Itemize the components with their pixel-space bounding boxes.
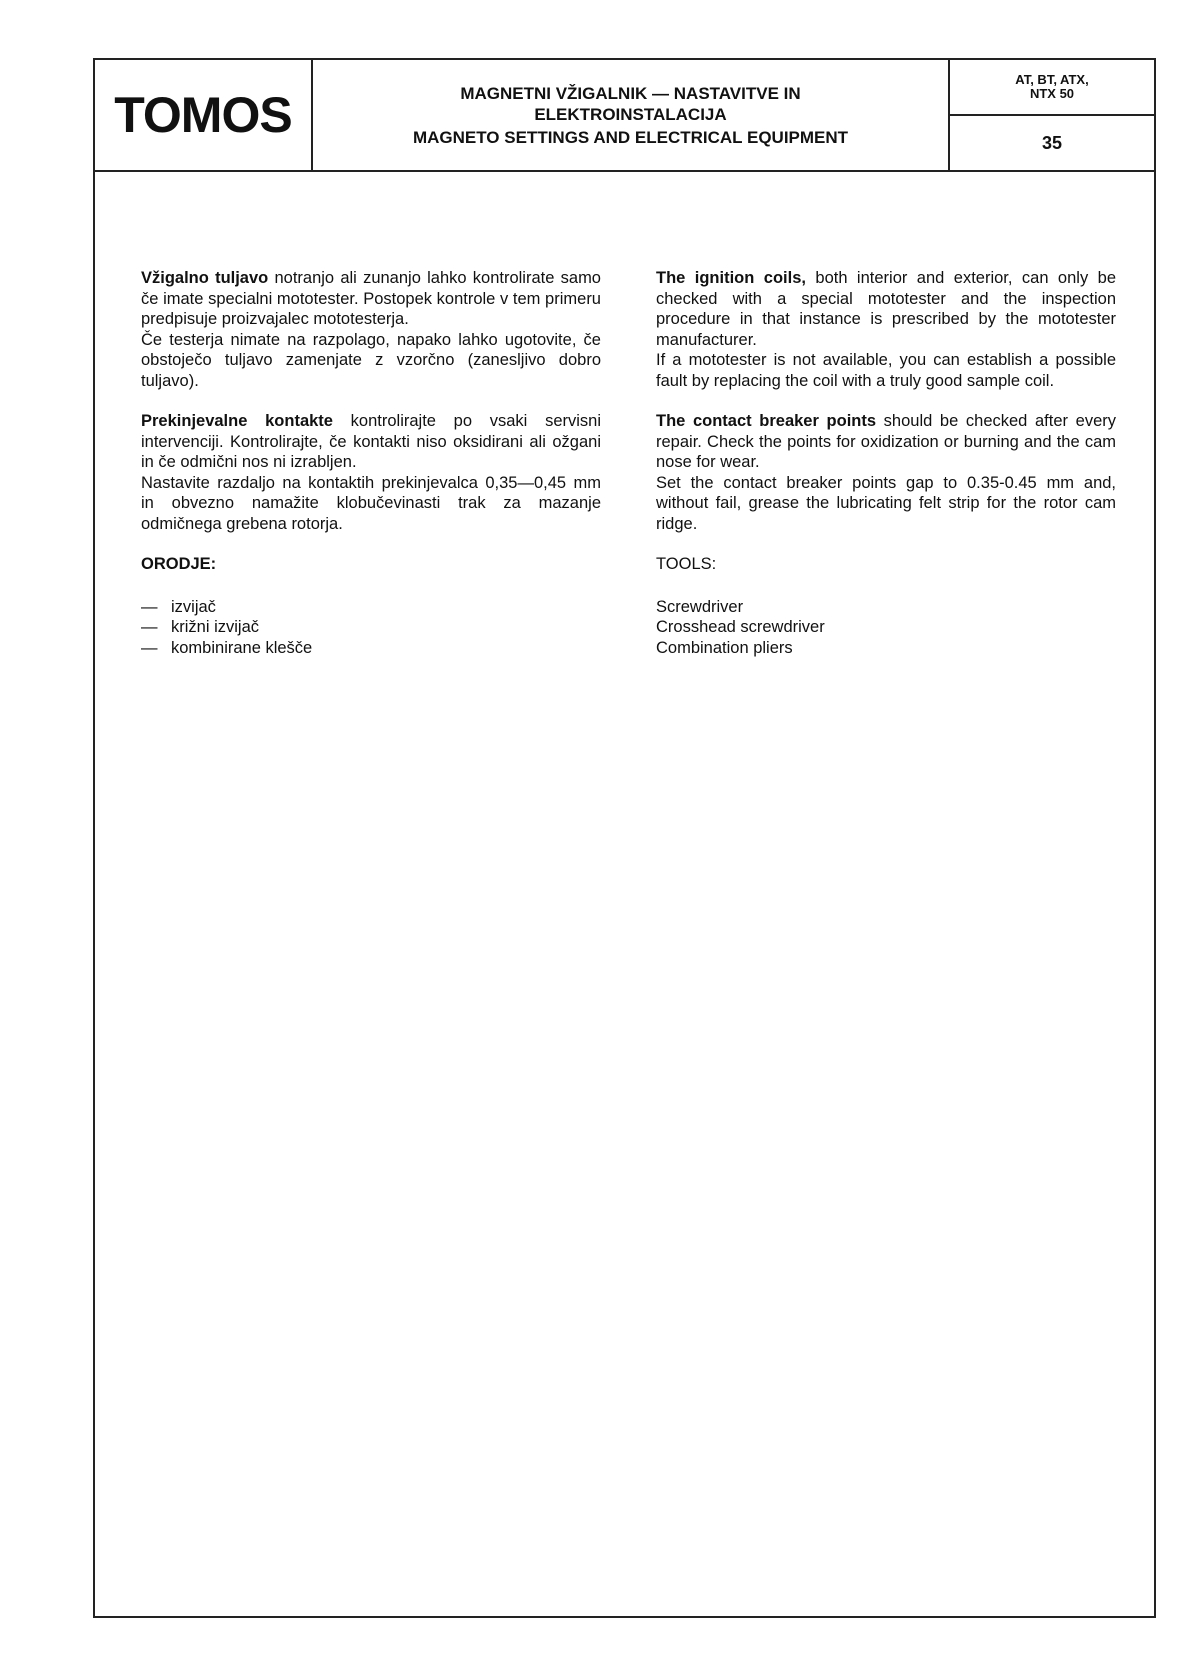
tools-heading-sl: ORODJE:	[141, 555, 217, 573]
tool-name-sl: izvijač	[171, 597, 216, 616]
tool-name-sl: križni izvijač	[171, 618, 260, 636]
models-line1: AT, BT, ATX,	[1015, 72, 1089, 87]
title-cell	[313, 60, 950, 170]
dash-bullet: —	[141, 638, 158, 657]
english-column	[656, 268, 1116, 658]
tool-name-sl: kombinirane klešče	[171, 638, 313, 657]
list-item	[141, 617, 601, 638]
ignition-coil-paragraph-en	[656, 268, 1116, 350]
ignition-coil-paragraph-sl	[141, 268, 601, 330]
contact-breaker-text-en: should be checked after every repair. Check the points for oxidization or burning and the cam nose for wear.	[656, 412, 1116, 471]
ignition-coil-section-en	[656, 268, 1116, 391]
gap-setting-paragraph-en: Set the contact breaker points gap to 0.35-0.45 mm and, without fail, grease the lubricating felt strip for the rotor cam ridge.	[656, 473, 1116, 533]
tools-list-sl	[141, 597, 601, 659]
title-slovene-line2: ELEKTROINSTALACIJA	[534, 104, 727, 124]
page-header	[95, 58, 1154, 172]
model-list	[950, 60, 1154, 116]
title-slovene-line1: MAGNETNI VŽIGALNIK — NASTAVITVE IN	[460, 83, 801, 103]
ignition-coil-text-sl: notranjo ali zunanjo lahko kontrolirate samo če imate specialni mototester. Postopek kontrole v tem primeru predpisuje proizvajalec mototesterja.	[141, 269, 601, 328]
contact-breaker-paragraph-sl	[141, 411, 601, 473]
tool-name-en: Combination pliers	[656, 638, 793, 657]
logo-cell	[95, 60, 313, 170]
contact-breaker-paragraph-en	[656, 411, 1116, 473]
contact-breaker-lead-sl: Prekinjevalne kontakte	[141, 412, 333, 430]
dash-bullet: —	[141, 618, 158, 636]
no-tester-paragraph-en: If a mototester is not available, you can establish a possible fault by replacing the coil with a truly good sample coil.	[656, 351, 1116, 390]
slovene-column	[141, 268, 601, 658]
ignition-coil-text-en: both interior and exterior, can only be checked with a special mototester and the inspection procedure in that instance is prescribed by the mototester manufacturer.	[656, 269, 1116, 349]
contact-breaker-text-sl: kontrolirajte po vsaki servisni intervenciji. Kontrolirajte, če kontakti niso oksidirani ali ožgani in če odmični nos ni izrabljen.	[141, 412, 601, 471]
meta-cell	[950, 60, 1154, 170]
ignition-coil-lead-sl: Vžigalno tuljavo	[141, 269, 269, 287]
tools-list-en	[656, 597, 1116, 659]
models-line2: NTX 50	[1029, 86, 1075, 101]
gap-setting-paragraph-sl: Nastavite razdaljo na kontaktih prekinjevalca 0,35—0,45 mm in obvezno namažite klobučevinasti trak za mazanje odmičnega grebena rotorja.	[141, 473, 601, 533]
tool-name-en: Crosshead screwdriver	[656, 618, 825, 636]
title-english: MAGNETO SETTINGS AND ELECTRICAL EQUIPMENT	[412, 127, 849, 147]
ignition-coil-lead-en: The ignition coils,	[656, 269, 806, 287]
ignition-coil-section-sl	[141, 268, 601, 391]
list-item	[141, 597, 601, 618]
contact-breaker-lead-en: The contact breaker points	[656, 412, 877, 430]
dash-bullet: —	[141, 597, 158, 616]
tool-name-en: Screwdriver	[656, 597, 744, 616]
list-item	[141, 638, 601, 659]
tools-heading-en: TOOLS:	[656, 555, 717, 573]
no-tester-paragraph-sl: Če testerja nimate na razpolago, napako lahko ugotovite, če obstoječo tuljavo zamenjate z vzorčno (zanesljivo dobro tuljavo).	[141, 330, 601, 390]
contact-breaker-section-en	[656, 411, 1116, 534]
page-number: 35	[1041, 132, 1063, 153]
tomos-logo: TOMOS	[114, 87, 292, 143]
contact-breaker-section-sl	[141, 411, 601, 534]
